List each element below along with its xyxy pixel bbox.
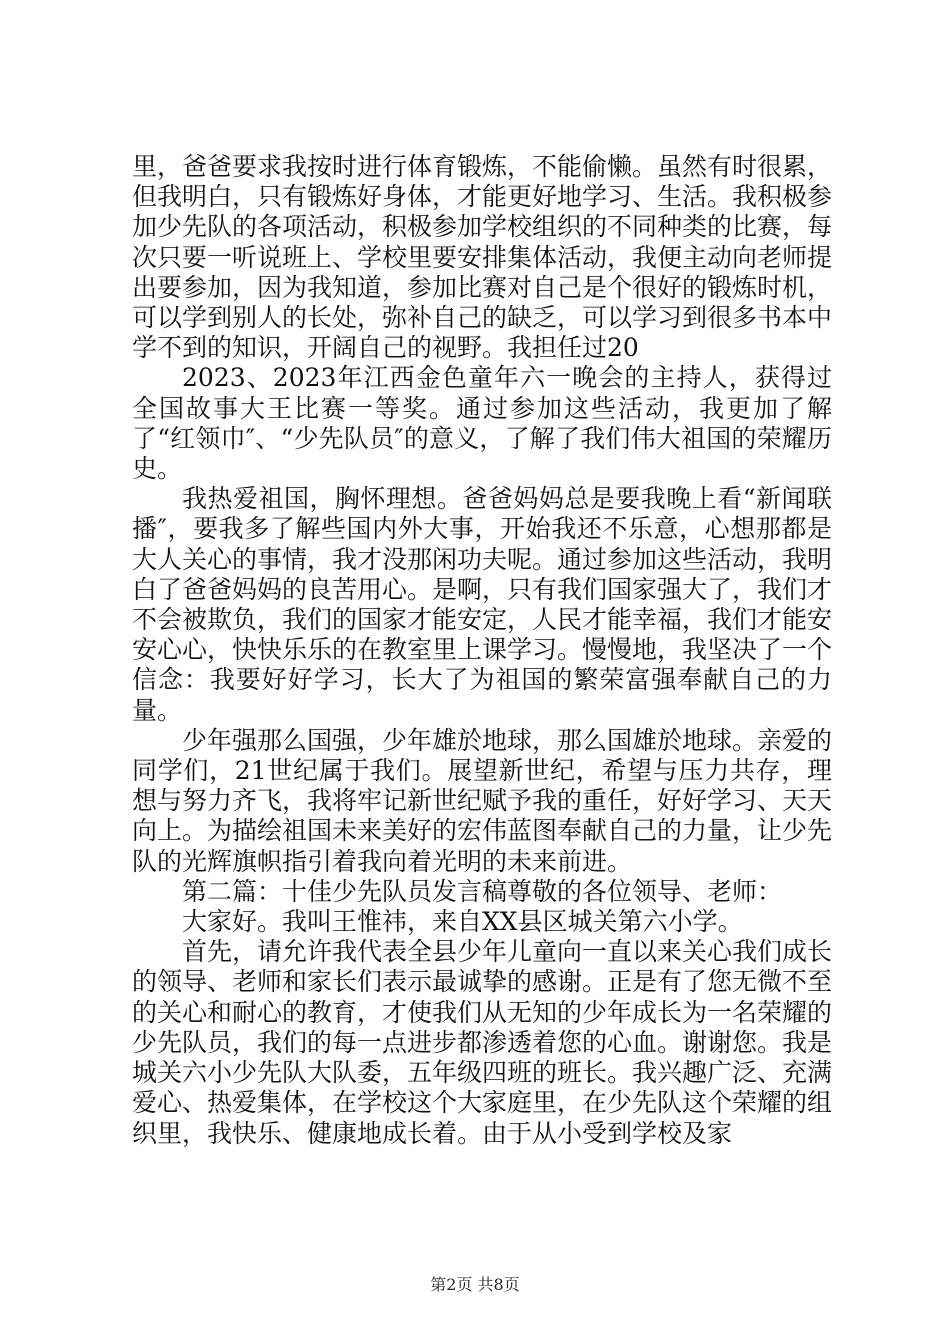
greeting-paragraph: 大家好。我叫王惟祎，来自XX县区城关第六小学。: [182, 907, 743, 937]
paragraph-1: 里，爸爸要求我按时进行体育锻炼，不能偷懒。虽然有时很累，但我明白，只有锻炼好身体，才能更好地学习、生活。我积极参加少先队的各项活动，积极参加学校组织的不同种类的比赛，每次只要一听说班上、学校里要安排集体活动，我便主动向老师提出要参加，因为我知道，参加比赛对自己是个很好的锻炼时机，可以学到别人的长处，弥补自己的缺乏，可以学习到很多书本中学不到的知识，开阔自己的视野。我担任过20: [132, 152, 833, 363]
paragraph-3: 我热爱祖国，胸怀理想。爸爸妈妈总是要我晚上看“新闻联播″，要我多了解些国内外大事，开始我还不乐意，心想那都是大人关心的事情，我才没那闲功夫呢。通过参加这些活动，我明白了爸爸妈妈的良苦用心。是啊，只有我们国家强大了，我们才不会被欺负，我们的国家才能安定，人民才能幸福，我们才能安安心心，快快乐乐的在教室里上课学习。慢慢地，我坚决了一个信念：我要好好学习，长大了为祖国的繁荣富强奉献自己的力量。: [132, 484, 833, 725]
document-body: [132, 152, 832, 1149]
page-number-footer: 第2页 共8页: [430, 1275, 520, 1294]
paragraph-4: 少年强那么国强，少年雄於地球，那么国雄於地球。亲爱的同学们，21世纪属于我们。展望新世纪，希望与压力共存，理想与努力齐飞，我将牢记新世纪赋予我的重任，好好学习、天天向上。为描绘祖国未来美好的宏伟蓝图奉献自己的力量，让少先队的光辉旗帜指引着我向着光明的未来前进。: [132, 725, 833, 876]
paragraph-2: 2023、2023年江西金色童年六一晚会的主持人，获得过全国故事大王比赛一等奖。通过参加这些活动，我更加了解了“红领巾″、“少先队员″的意义，了解了我们伟大祖国的荣耀历史。: [132, 363, 832, 484]
section-heading: 第二篇：十佳少先队员发言稿尊敬的各位领导、老师：: [182, 876, 783, 906]
paragraph-7: 首先，请允许我代表全县少年儿童向一直以来关心我们成长的领导、老师和家长们表示最诚挚的感谢。正是有了您无微不至的关心和耐心的教育，才使我们从无知的少年成长为一名荣耀的少先队员，我们的每一点进步都渗透着您的心血。谢谢您。我是城关六小少先队大队委，五年级四班的班长。我兴趣广泛、充满爱心、热爱集体，在学校这个大家庭里，在少先队这个荣耀的组织里，我快乐、健康地成长着。由于从小受到学校及家: [132, 937, 833, 1148]
